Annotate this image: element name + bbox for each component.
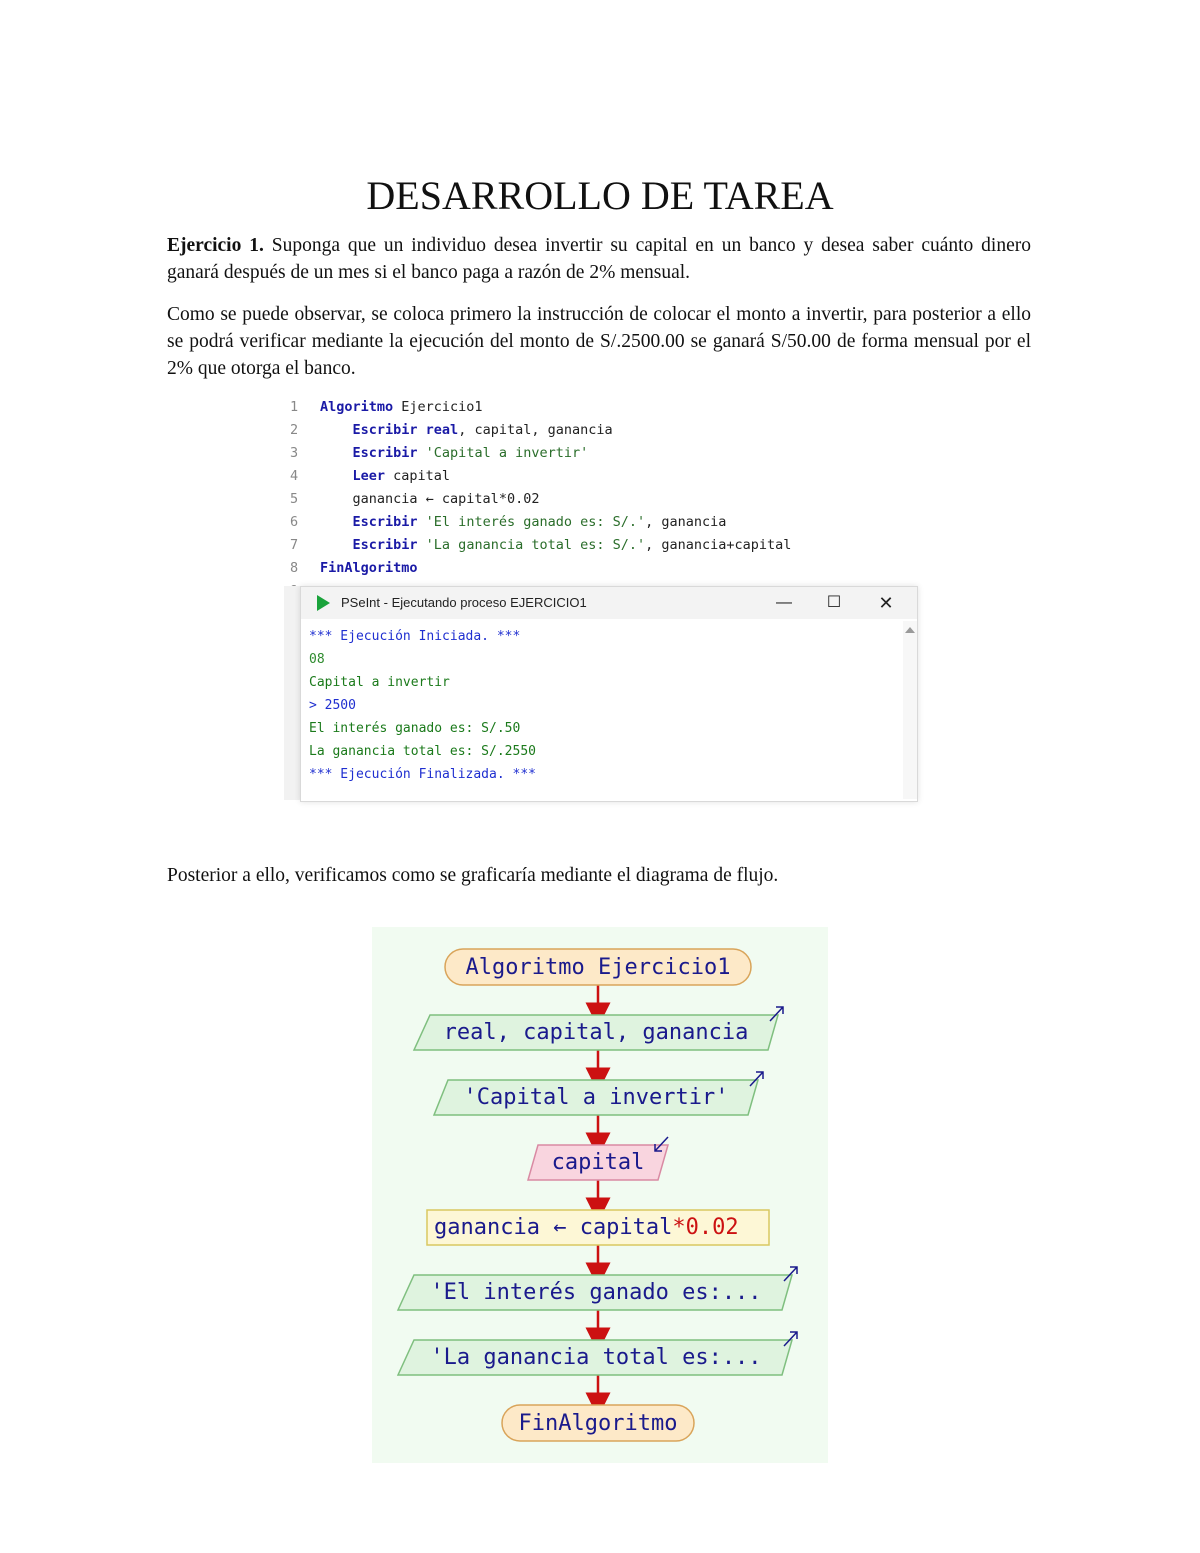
close-button[interactable]: ✕ (878, 593, 894, 613)
window-titlebar[interactable] (301, 587, 917, 619)
console-output (309, 625, 536, 786)
code-line: 2 Escribir real, capital, ganancia (290, 422, 613, 438)
scroll-up-icon[interactable] (905, 627, 915, 633)
console-line: La ganancia total es: S/.2550 (309, 744, 536, 759)
start-label: Algoritmo Ejercicio1 (465, 955, 731, 980)
window-title: PSeInt - Ejecutando proceso EJERCICIO1 (341, 595, 587, 610)
code-line: 3 Escribir 'Capital a invertir' (290, 445, 589, 461)
code-line: 6 Escribir 'El interés ganado es: S/.', ganancia (290, 514, 727, 530)
console-line: *** Ejecución Iniciada. *** (309, 629, 521, 644)
output-label-3: 'El interés ganado es:... (430, 1280, 762, 1305)
output-label-1: real, capital, ganancia (443, 1020, 749, 1045)
minimize-button[interactable]: — (776, 594, 792, 611)
console-line: > 2500 (309, 698, 356, 713)
code-line: 8 FinAlgoritmo (290, 560, 418, 576)
code-line: 7 Escribir 'La ganancia total es: S/.', ganancia+capital (290, 537, 792, 553)
exercise-text: Suponga que un individuo desea invertir su capital en un banco y desea saber cuánto dinero ganará después de un mes si el banco paga a razón de 2% mensual. (167, 235, 1031, 283)
flowchart (372, 927, 828, 1463)
code-line: 5 ganancia ← capital*0.02 (290, 491, 540, 507)
console-line: Capital a invertir (309, 675, 450, 690)
assign-operator: * (672, 1215, 686, 1240)
assign-number: 0.02 (685, 1215, 739, 1240)
play-icon (317, 595, 330, 611)
pseudocode-listing (284, 396, 924, 596)
flowchart-intro: Posterior a ello, verificamos como se graficaría mediante el diagrama de flujo. (167, 865, 779, 886)
console-window (300, 586, 918, 802)
console-line: 08 (309, 652, 325, 667)
assign-label (434, 1215, 739, 1240)
output-label-4: 'La ganancia total es:... (430, 1345, 762, 1370)
maximize-button[interactable]: ☐ (826, 594, 842, 611)
vertical-scrollbar[interactable] (903, 621, 917, 799)
exercise-label: Ejercicio 1. (167, 235, 264, 256)
input-label: capital (551, 1150, 645, 1175)
assign-left: ganancia ← capital (434, 1215, 673, 1240)
explanation-paragraph: Como se puede observar, se coloca primero la instrucción de colocar el monto a invertir, para posterior a ello se podrá verificar mediante la ejecución del monto de S/.2500.00 se ganará S/50.00 de forma mensual por el 2% que otorga el banco. (167, 304, 1031, 379)
exercise-statement (167, 232, 1031, 286)
console-line: *** Ejecución Finalizada. *** (309, 767, 536, 782)
flowchart-svg (372, 927, 828, 1463)
output-label-2: 'Capital a invertir' (463, 1085, 729, 1110)
console-line: El interés ganado es: S/.50 (309, 721, 521, 736)
document-title: DESARROLLO DE TAREA (366, 173, 834, 218)
end-label: FinAlgoritmo (518, 1411, 678, 1436)
code-line: 4 Leer capital (290, 468, 451, 484)
code-line: 1 Algoritmo Ejercicio1 (290, 399, 483, 415)
editor-gutter-strip (284, 586, 300, 800)
